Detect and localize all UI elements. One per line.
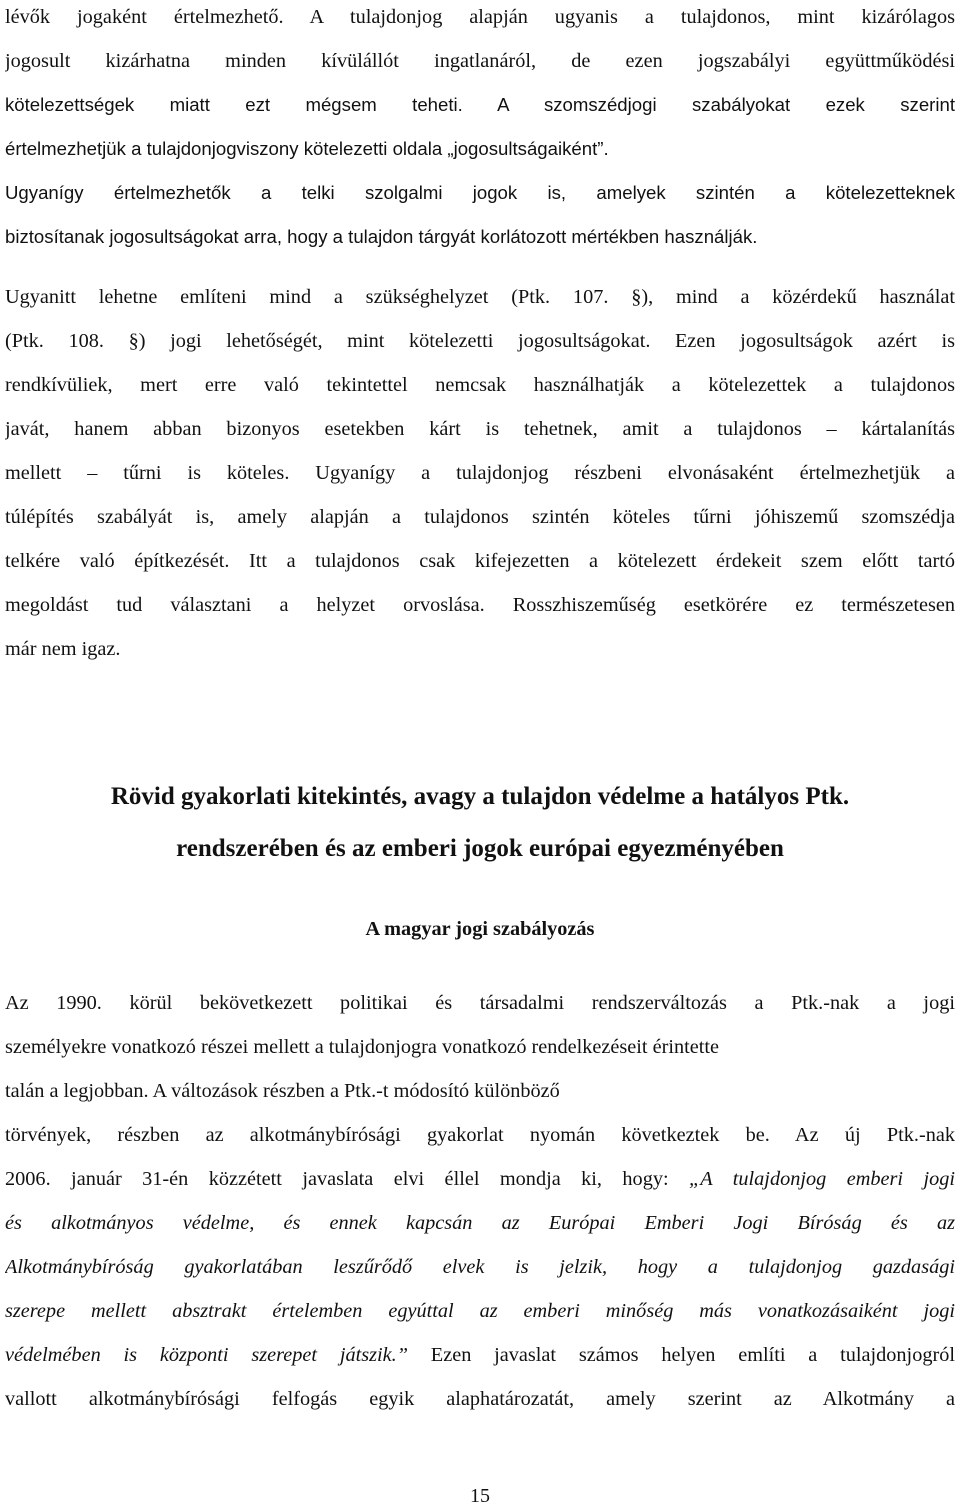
text-line: lévők jogaként értelmezhető. A tulajdonjog alapján ugyanis a tulajdonos, mint kizárólagos [5,6,955,28]
text-line: (Ptk. 108. §) jogi lehetőségét, mint kötelezetti jogosultságokat. Ezen jogosultságok azért is [5,330,955,352]
document-page [5,0,955,1426]
text-line [5,1162,955,1206]
text-line [5,1338,955,1382]
subsection-heading: A magyar jogi szabályozás [365,918,595,940]
text-line: telkére való építkezését. Itt a tulajdonos csak kifejezetten a kötelezett érdekeit szem előtt tartó [5,550,955,572]
text-line: megoldást tud választani a helyzet orvoslása. Rosszhiszeműség esetkörére ez természetesen [5,594,955,616]
text-line: vallott alkotmánybírósági felfogás egyik alaphatározatát, amely szerint az Alkotmány a [5,1388,955,1410]
text-span: Ezen javaslat számos helyen említi a tulajdonjogról [408,1344,955,1366]
section-heading-line-2: rendszerében és az emberi jogok európai egyezményében [176,835,784,862]
text-line: személyekre vonatkozó részei mellett a tulajdonjogra vonatkozó rendelkezéseit érintette [5,1036,720,1058]
text-line: rendkívüliek, mert erre való tekintettel nemcsak használhatják a kötelezettek a tulajdonos [5,374,955,396]
quote-line: Alkotmánybíróság gyakorlatában leszűrődő elvek is jelzik, hogy a tulajdonjog gazdasági [5,1256,955,1278]
quote-line: szerepe mellett absztrakt értelemben egyúttal az emberi minőség más vonatkozásaiként jogi [5,1300,955,1322]
text-line: Az 1990. körül bekövetkezett politikai és társadalmi rendszerváltozás a Ptk.-nak a jogi [5,992,955,1014]
section-heading-line-1: Rövid gyakorlati kitekintés, avagy a tulajdon védelme a hatályos Ptk. [110,783,850,810]
paragraph-1 [5,0,955,264]
text-line: talán a legjobban. A változások részben a Ptk.-t módosító különböző [5,1080,560,1102]
paragraph-3 [5,986,955,1426]
quote-line: és alkotmányos védelme, és ennek kapcsán az Európai Emberi Jogi Bíróság és az [5,1212,955,1234]
text-line: túlépítés szabályát is, amely alapján a tulajdonos szintén köteles tűrni jóhiszemű szomszédja [5,506,955,528]
text-line: értelmezhetjük a tulajdonjogviszony kötelezetti oldala „jogosultságaiként”. [5,138,609,159]
text-line: már nem igaz. [5,638,121,660]
text-line: Ugyanígy értelmezhetők a telki szolgalmi jogok is, amelyek szintén a kötelezetteknek [5,182,955,203]
quote-span: „A tulajdonjog emberi jogi [689,1168,955,1190]
text-line: törvények, részben az alkotmánybírósági gyakorlat nyomán következtek be. Az új Ptk.-nak [5,1124,955,1146]
quote-span: védelmében is központi szerepet játszik.” [5,1344,409,1366]
text-line: biztosítanak jogosultságokat arra, hogy a tulajdon tárgyát korlátozott mértékben használják. [5,226,758,247]
text-line: Ugyanitt lehetne említeni mind a szükséghelyzet (Ptk. 107. §), mind a közérdekű használat [5,286,955,308]
page-number: 15 [470,1485,490,1507]
text-line: kötelezettségek miatt ezt mégsem teheti. A szomszédjogi szabályokat ezek szerint [5,94,955,115]
text-span: 2006. január 31-én közzétett javaslata elvi éllel mondja ki, hogy: [5,1168,690,1190]
paragraph-2 [5,280,955,676]
text-line: jogosult kizárhatna minden kívülállót ingatlanáról, de ezen jogszabályi együttműködési [5,50,955,72]
text-line: mellett – tűrni is köteles. Ugyanígy a tulajdonjog részbeni elvonásaként értelmezhetjük a [5,462,955,484]
text-line: javát, hanem abban bizonyos esetekben kárt is tehetnek, amit a tulajdonos – kártalanítás [5,418,955,440]
